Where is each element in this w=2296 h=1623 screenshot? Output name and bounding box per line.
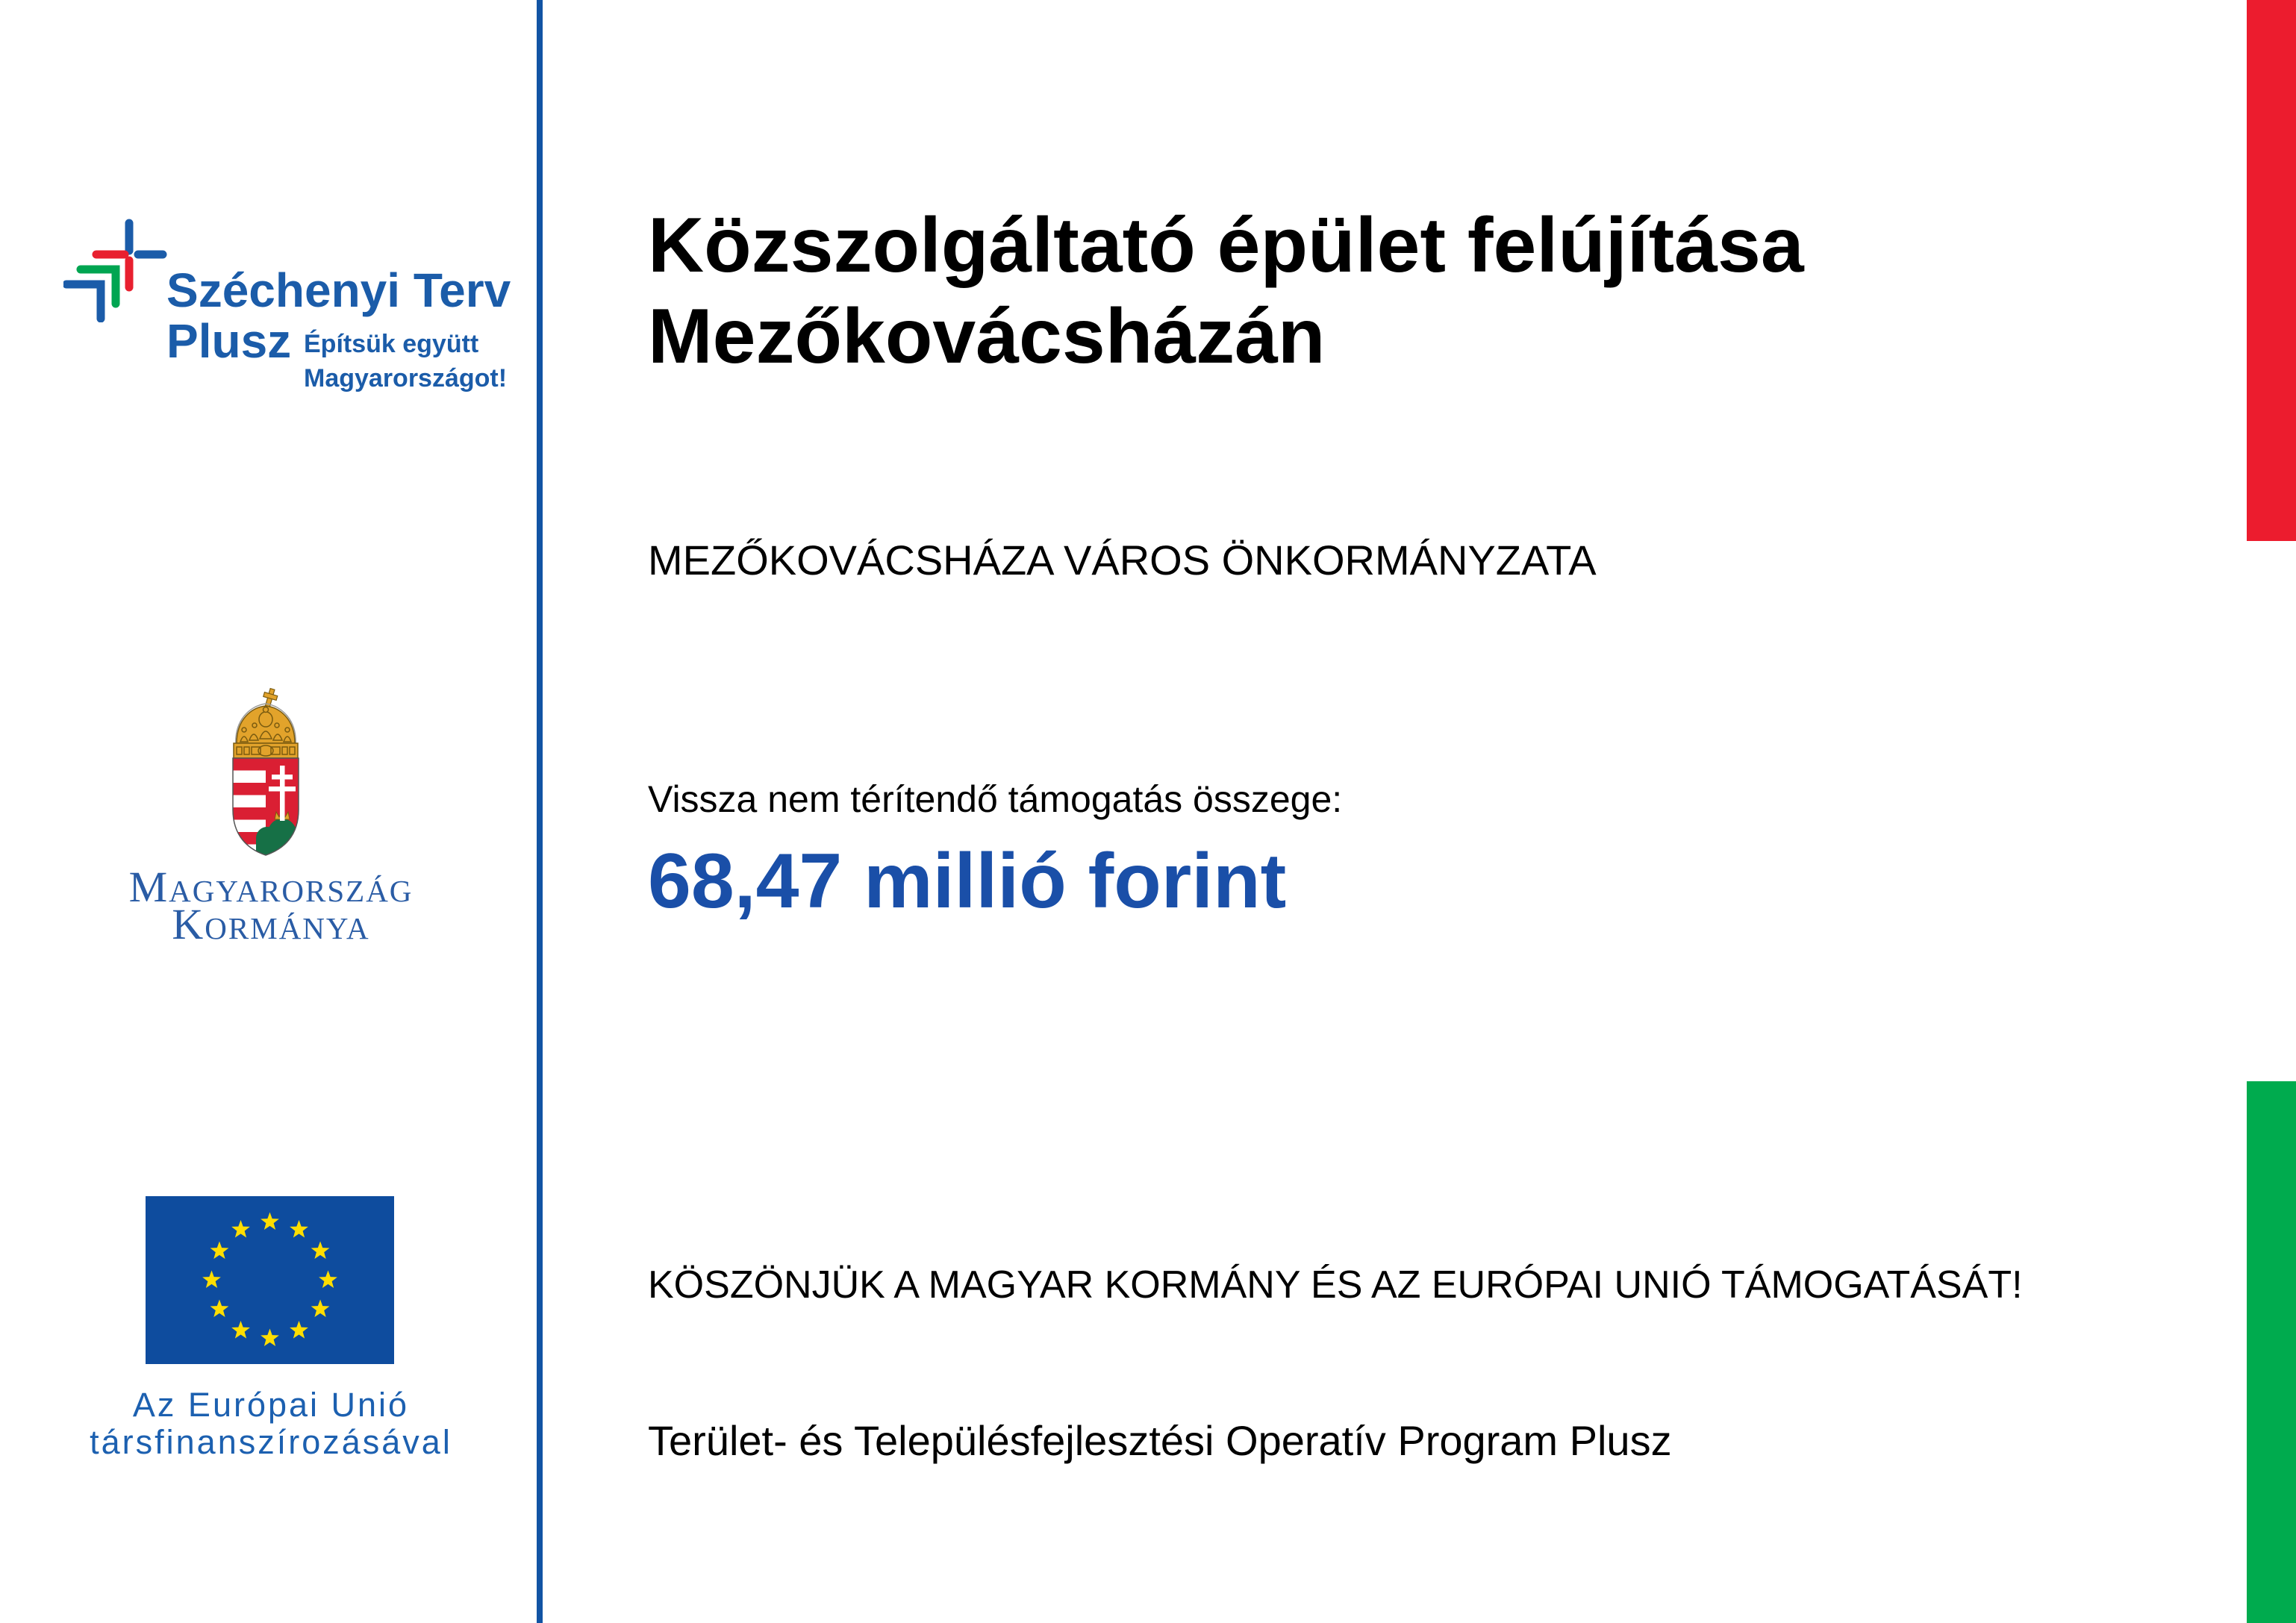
project-title-line1: Közszolgáltató épület felújítása	[648, 202, 1804, 289]
szechenyi-terv-plusz-logo-icon	[63, 218, 168, 326]
eu-cofinancing-caption-line1: Az Európai Unió	[132, 1386, 410, 1424]
grant-amount-value: 68,47 millió forint	[648, 838, 1287, 925]
szechenyi-logo-title-line2: Plusz	[166, 314, 292, 368]
szechenyi-logo-title-line1: Széchenyi Terv	[166, 263, 511, 317]
right-edge-green-bar	[2247, 1081, 2296, 1623]
government-caption	[77, 863, 465, 948]
szechenyi-logo-tagline-line2: Magyarországot!	[304, 364, 508, 393]
government-caption-line2: Kormánya	[172, 900, 370, 948]
program-name: Terület- és Településfejlesztési Operatív Program Plusz	[648, 1417, 1672, 1464]
eu-cofinancing-caption	[69, 1386, 472, 1461]
project-title-line2: Mezőkovácsházán	[648, 293, 1326, 380]
grant-amount-label: Vissza nem térítendő támogatás összege:	[648, 778, 1343, 820]
hungary-coat-of-arms-icon	[224, 687, 308, 862]
beneficiary-name: MEZŐKOVÁCSHÁZA VÁROS ÖNKORMÁNYZATA	[648, 537, 1597, 584]
eu-cofinancing-caption-line2: társfinanszírozásával	[90, 1423, 452, 1461]
szechenyi-logo-tagline-line1: Építsük együtt	[304, 330, 479, 358]
right-edge-red-bar	[2247, 0, 2296, 541]
eu-flag-icon	[146, 1196, 394, 1368]
vertical-divider-line	[537, 0, 543, 1623]
thanks-statement: KÖSZÖNJÜK A MAGYAR KORMÁNY ÉS AZ EURÓPAI UNIÓ TÁMOGATÁSÁT!	[648, 1263, 2023, 1307]
project-title	[648, 200, 1804, 382]
government-caption-line1: Magyarország	[128, 863, 414, 911]
